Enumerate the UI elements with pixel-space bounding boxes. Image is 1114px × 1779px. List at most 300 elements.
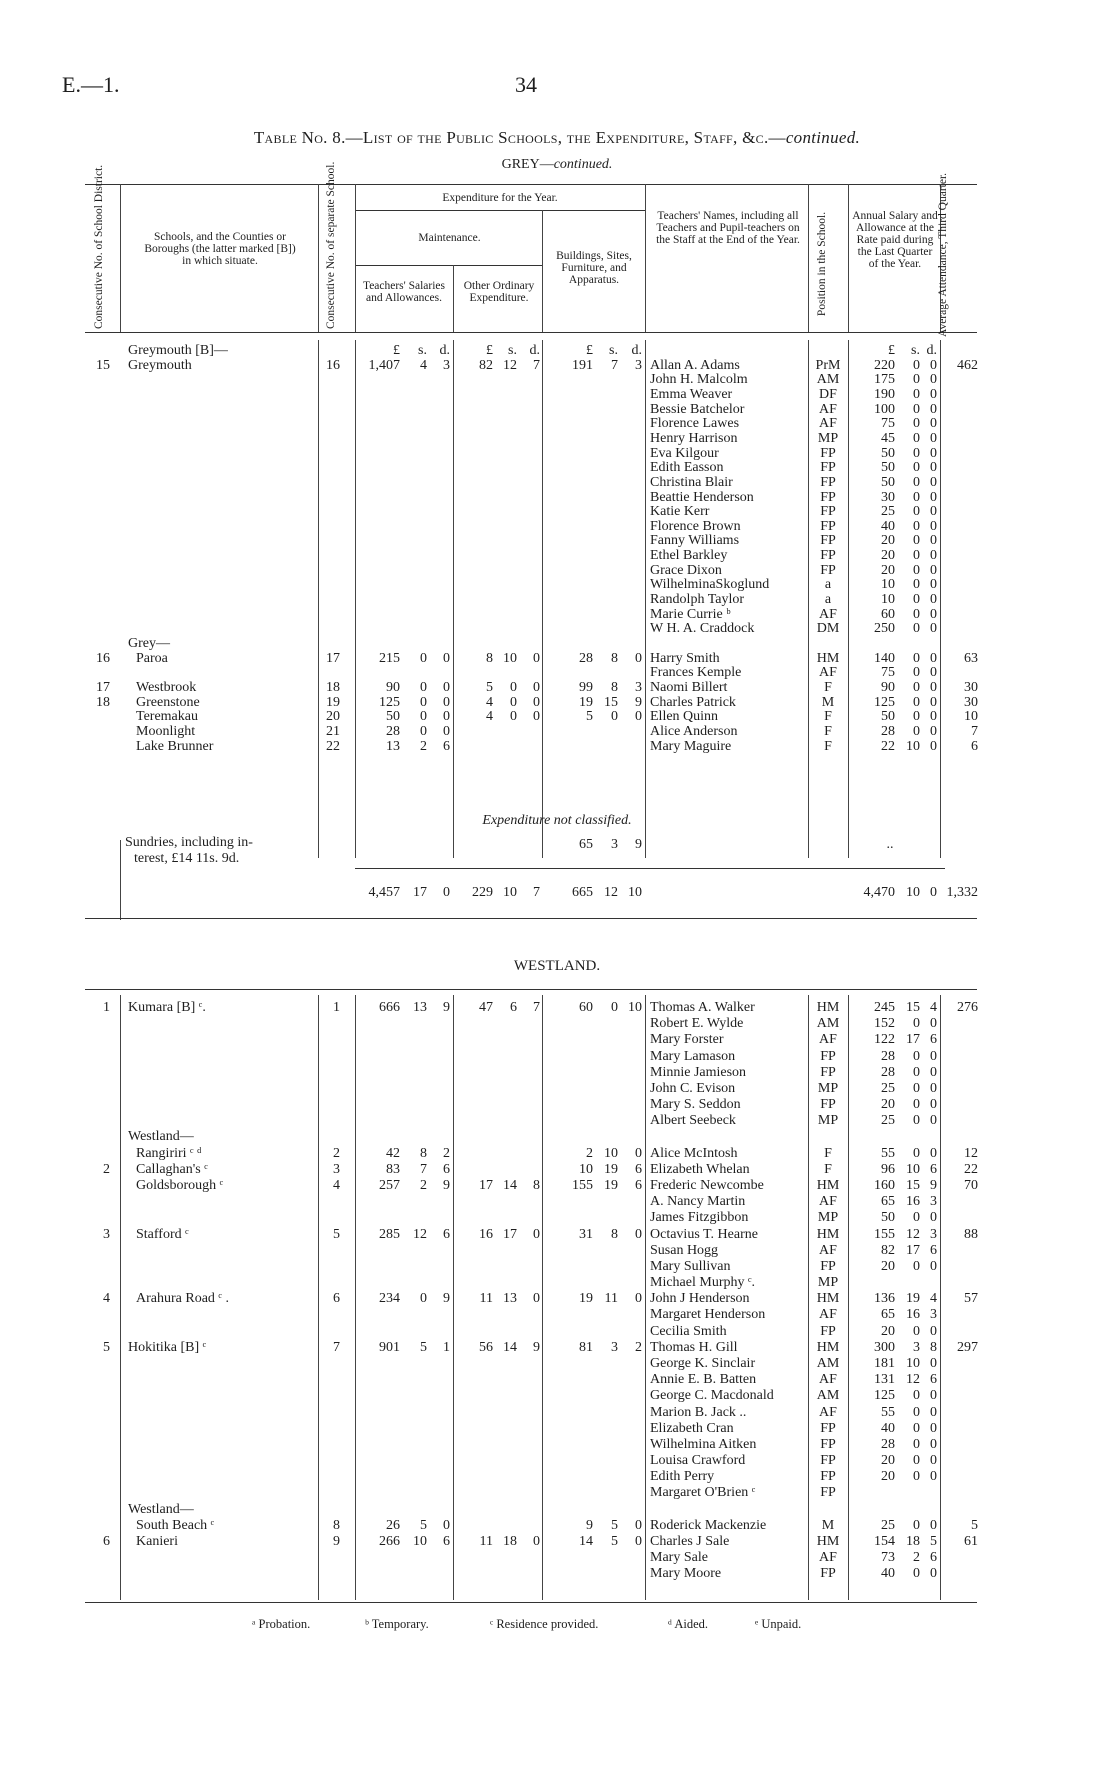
ann-pounds: 220 — [874, 357, 895, 373]
bld-shillings: 5 — [611, 1533, 618, 1549]
school-name: Greymouth [B]— — [128, 343, 228, 358]
position: AM — [816, 1355, 840, 1371]
position: F — [824, 738, 832, 754]
maintenance-rule — [355, 265, 542, 266]
oth-shillings: 6 — [510, 1000, 517, 1015]
total-sal-shillings: 17 — [413, 885, 427, 900]
attendance: 70 — [964, 1177, 978, 1193]
oth-shillings: 0 — [510, 679, 517, 695]
ann-pounds: 175 — [874, 372, 895, 388]
district-no: 2 — [103, 1161, 110, 1177]
sundries-row — [0, 837, 1114, 853]
westland-row — [0, 1065, 1114, 1081]
col-header-buildings: Buildings, Sites, Furniture, and Apparatus. — [556, 250, 632, 286]
westland-row — [0, 1194, 1114, 1210]
oth-shillings: 0 — [510, 694, 517, 710]
school-name: Stafford ᶜ — [136, 1226, 189, 1242]
caption-suffix: continued. — [785, 128, 861, 147]
westland-row — [0, 1405, 1114, 1421]
footnote-probation: ᵃ Probation. — [252, 1617, 311, 1631]
table-caption — [0, 128, 1114, 148]
westland-section-title: WESTLAND. — [513, 958, 601, 974]
ann-pounds: 20 — [881, 1453, 895, 1469]
ann-shillings: 0 — [913, 1436, 920, 1452]
position: AM — [816, 1388, 840, 1404]
bld-pence: 9 — [635, 694, 642, 710]
ann-pounds: 10 — [881, 577, 895, 593]
sal-pounds: 666 — [379, 1000, 400, 1015]
ann-pence: 0 — [930, 1323, 937, 1339]
ann-pence: 3 — [930, 1226, 937, 1242]
ann-shillings: 0 — [913, 445, 920, 461]
westland-row — [0, 1356, 1114, 1372]
footnote-unpaid: ᵉ Unpaid. — [755, 1617, 802, 1631]
ann-shillings: 0 — [913, 723, 920, 739]
ann-pence: 0 — [930, 1566, 937, 1582]
header-top-rule — [85, 184, 977, 185]
ann-pence: 0 — [930, 1355, 937, 1371]
ann-pence: 0 — [930, 474, 937, 490]
grey-row — [0, 739, 1114, 755]
sal-shillings: 8 — [420, 1145, 427, 1161]
sal-pence: 3 — [443, 357, 450, 373]
sal-pounds: 90 — [386, 679, 400, 695]
teacher-name: Elizabeth Whelan — [650, 1161, 750, 1177]
position: FP — [820, 489, 836, 505]
header-divider — [848, 184, 849, 332]
teacher-name: Margaret Henderson — [650, 1307, 766, 1323]
school-name: Westland— — [128, 1501, 194, 1517]
bld-pence: 2 — [635, 1339, 642, 1355]
ann-shillings: 0 — [913, 386, 920, 402]
bld-pounds: 19 — [579, 694, 593, 710]
school-name: Hokitika [B] ᶜ — [128, 1339, 207, 1355]
footnote-temporary: ᵇ Temporary. — [365, 1617, 429, 1631]
ann-pence: 0 — [930, 548, 937, 564]
grey-row — [0, 475, 1114, 491]
teacher-name: Henry Harrison — [650, 430, 738, 446]
ann-pounds: 75 — [881, 665, 895, 681]
position: a — [824, 592, 832, 608]
westland-row — [0, 1081, 1114, 1097]
oth-pence: 8 — [533, 1177, 540, 1193]
ann-shillings: 16 — [906, 1307, 920, 1323]
ann-shillings: 0 — [913, 592, 920, 608]
teacher-name: W H. A. Craddock — [650, 621, 755, 637]
ann-pounds: 55 — [881, 1404, 895, 1420]
ann-shillings: 0 — [913, 679, 920, 695]
position: F — [824, 1145, 832, 1161]
sal-shillings: 13 — [413, 1000, 427, 1015]
attendance: 63 — [964, 650, 978, 666]
ann-shillings: 0 — [913, 1097, 920, 1113]
sal-pounds: 50 — [386, 709, 400, 725]
position: AF — [819, 1550, 837, 1566]
position: FP — [820, 533, 836, 549]
ann-shillings: 0 — [913, 694, 920, 710]
teacher-name: WilhelminaSkoglund — [650, 577, 770, 593]
ann-pence: 0 — [930, 1064, 937, 1080]
oth-pounds: 56 — [479, 1339, 493, 1355]
district-no: 15 — [96, 357, 110, 373]
ann-shillings: 0 — [913, 621, 920, 637]
ann-shillings: 0 — [913, 1420, 920, 1436]
ann-pence: 0 — [930, 372, 937, 388]
sal-pounds: 234 — [379, 1291, 400, 1307]
bld-pence: 0 — [635, 1533, 642, 1549]
sal-pounds: 285 — [379, 1226, 400, 1242]
westland-row — [0, 1469, 1114, 1485]
sundries-label-line2: terest, £14 11s. 9d. — [134, 851, 240, 866]
separate-no: 16 — [326, 357, 340, 373]
teacher-name: Thomas A. Walker — [650, 1000, 755, 1015]
ann-pence: 0 — [930, 621, 937, 637]
teacher-name: Elizabeth Cran — [650, 1420, 734, 1436]
oth-shillings: 13 — [503, 1291, 517, 1307]
ann-pence: 0 — [930, 738, 937, 754]
ann-shillings: 19 — [906, 1291, 920, 1307]
sal-pounds: 13 — [386, 738, 400, 754]
ann-pounds: 75 — [881, 416, 895, 432]
ann-shillings: 15 — [906, 1177, 920, 1193]
ann-pounds: 20 — [881, 548, 895, 564]
ann-pounds: 40 — [881, 518, 895, 534]
bld-pounds: £ — [586, 343, 593, 358]
oth-shillings: 14 — [503, 1339, 517, 1355]
sal-pence: 6 — [443, 1226, 450, 1242]
col-header-annual-salary: Annual Salary and Allowance at the Rate paid during the Last Quarter of the Year. — [852, 210, 938, 270]
grey-row — [0, 577, 1114, 593]
teacher-name: Emma Weaver — [650, 386, 733, 402]
ann-shillings: 0 — [913, 372, 920, 388]
ann-pounds: 20 — [881, 1097, 895, 1113]
ann-pounds: 20 — [881, 533, 895, 549]
attendance: 462 — [957, 357, 978, 373]
ann-pounds: 300 — [874, 1339, 895, 1355]
bld-pence: 0 — [635, 650, 642, 666]
ann-pounds: 140 — [874, 650, 895, 666]
oth-pence: 9 — [533, 1339, 540, 1355]
grey-row — [0, 636, 1114, 652]
header-bottom-rule — [85, 332, 977, 333]
teacher-name: A. Nancy Martin — [650, 1194, 746, 1210]
ann-pounds: 60 — [881, 606, 895, 622]
grey-row — [0, 665, 1114, 681]
school-name: South Beach ᶜ — [136, 1517, 215, 1533]
ann-pounds: 28 — [881, 1064, 895, 1080]
district-no: 16 — [96, 650, 110, 666]
westland-row — [0, 1275, 1114, 1291]
position: AF — [819, 1194, 837, 1210]
westland-row — [0, 1485, 1114, 1501]
separate-no: 18 — [326, 679, 340, 695]
ann-shillings: 12 — [906, 1226, 920, 1242]
ann-pence: 0 — [930, 504, 937, 520]
ann-pence: 4 — [930, 1000, 937, 1015]
school-name: Moonlight — [136, 723, 196, 739]
ann-pence: 0 — [930, 665, 937, 681]
position: AF — [819, 1404, 837, 1420]
ann-pounds: 45 — [881, 430, 895, 446]
ann-pounds: 181 — [874, 1355, 895, 1371]
position: FP — [820, 460, 836, 476]
ann-pence: 0 — [930, 445, 937, 461]
ann-pounds: 50 — [881, 460, 895, 476]
ann-pence: 3 — [930, 1194, 937, 1210]
ann-pounds: 55 — [881, 1145, 895, 1161]
ann-pence: 0 — [930, 386, 937, 402]
position: HM — [816, 650, 840, 666]
ann-pence: 0 — [930, 1210, 937, 1226]
total-bld-shillings: 12 — [604, 885, 618, 900]
position: AF — [819, 665, 837, 681]
attendance: 12 — [964, 1145, 978, 1161]
school-name: Grey— — [128, 636, 170, 651]
grey-row — [0, 709, 1114, 725]
sal-pence: 0 — [443, 679, 450, 695]
position: FP — [820, 1258, 836, 1274]
westland-row — [0, 1032, 1114, 1048]
teacher-name: John H. Malcolm — [650, 372, 748, 388]
header-divider — [645, 184, 646, 332]
ann-pounds: 154 — [874, 1533, 895, 1549]
sal-shillings: 0 — [420, 1291, 427, 1307]
school-name: Greymouth — [128, 357, 192, 373]
teacher-name: Mary Moore — [650, 1566, 722, 1582]
grey-row — [0, 490, 1114, 506]
ann-pence: 0 — [930, 694, 937, 710]
bld-shillings: s. — [609, 343, 618, 358]
grey-row — [0, 372, 1114, 388]
separate-no: 2 — [333, 1145, 340, 1161]
position: F — [824, 709, 832, 725]
westland-row — [0, 1566, 1114, 1582]
sal-pence: 9 — [443, 1177, 450, 1193]
bld-pence: 0 — [635, 1291, 642, 1307]
position: HM — [816, 1533, 840, 1549]
grey-row — [0, 387, 1114, 403]
ann-pounds: 10 — [881, 592, 895, 608]
westland-row — [0, 1534, 1114, 1550]
position: PrM — [815, 357, 841, 373]
ann-shillings: 0 — [913, 416, 920, 432]
teacher-name: George K. Sinclair — [650, 1355, 756, 1371]
position: F — [824, 679, 832, 695]
ann-shillings: 12 — [906, 1372, 920, 1388]
westland-row — [0, 1388, 1114, 1404]
ann-shillings: 0 — [913, 1388, 920, 1404]
ann-pence: 0 — [930, 1436, 937, 1452]
sal-shillings: 7 — [420, 1161, 427, 1177]
teacher-name: Beattie Henderson — [650, 489, 754, 505]
position: AF — [819, 1372, 837, 1388]
oth-shillings: 0 — [510, 709, 517, 725]
position: DM — [816, 621, 840, 637]
position: FP — [820, 1469, 836, 1485]
grey-row — [0, 460, 1114, 476]
position: MP — [817, 430, 839, 446]
oth-pounds: 4 — [486, 694, 493, 710]
ann-shillings: 17 — [906, 1242, 920, 1258]
grey-row — [0, 343, 1114, 359]
ann-shillings: 0 — [913, 650, 920, 666]
grey-row — [0, 724, 1114, 740]
westland-row — [0, 1324, 1114, 1340]
total-sal-pounds: 4,457 — [368, 885, 400, 900]
westland-row — [0, 1016, 1114, 1032]
ann-shillings: 15 — [906, 1000, 920, 1015]
ann-pence: 6 — [930, 1161, 937, 1177]
teacher-name: Ethel Barkley — [650, 548, 728, 564]
teacher-name: Wilhelmina Aitken — [650, 1436, 757, 1452]
ann-shillings: 0 — [913, 1453, 920, 1469]
school-name: Westbrook — [136, 679, 197, 695]
bld-pence: 3 — [635, 357, 642, 373]
position: MP — [817, 1275, 839, 1291]
teacher-name: Fanny Williams — [650, 533, 740, 549]
ann-pounds: 250 — [874, 621, 895, 637]
bld-pounds: 155 — [572, 1177, 593, 1193]
position: FP — [820, 1323, 836, 1339]
ann-pounds: 40 — [881, 1566, 895, 1582]
ann-pounds: 25 — [881, 1080, 895, 1096]
district-no: 3 — [103, 1226, 110, 1242]
col-header-attendance: Average Attendance, Third Quarter. — [937, 172, 949, 337]
ann-pence: 6 — [930, 1550, 937, 1566]
teacher-name: Mary S. Seddon — [650, 1097, 741, 1113]
teacher-name: George C. Macdonald — [650, 1388, 774, 1404]
ann-pounds: 20 — [881, 1469, 895, 1485]
school-name: Goldsborough ᶜ — [136, 1177, 224, 1193]
ann-pence: 0 — [930, 679, 937, 695]
ann-shillings: 0 — [913, 504, 920, 520]
grey-row — [0, 695, 1114, 711]
ann-shillings: 0 — [913, 562, 920, 578]
position: MP — [817, 1080, 839, 1096]
ann-pounds: 136 — [874, 1291, 895, 1307]
westland-row — [0, 1000, 1114, 1016]
oth-pounds: 11 — [479, 1533, 493, 1549]
ann-pounds: 30 — [881, 489, 895, 505]
ann-shillings: 0 — [913, 1016, 920, 1032]
sal-pence: 6 — [443, 1161, 450, 1177]
teacher-name: Alice McIntosh — [650, 1145, 738, 1161]
ann-shillings: s. — [911, 343, 920, 358]
school-name: Kumara [B] ᶜ. — [128, 1000, 206, 1015]
sal-pounds: 257 — [379, 1177, 400, 1193]
bld-shillings: 11 — [604, 1291, 618, 1307]
sal-shillings: 2 — [420, 1177, 427, 1193]
oth-pence: 7 — [533, 1000, 540, 1015]
oth-pounds: 8 — [486, 650, 493, 666]
ann-pounds: 20 — [881, 1323, 895, 1339]
ann-pence: 0 — [930, 577, 937, 593]
total-bld-pounds: 665 — [572, 885, 593, 900]
sal-pence: d. — [439, 343, 450, 358]
ann-pounds: 160 — [874, 1177, 895, 1193]
bld-shillings: 19 — [604, 1177, 618, 1193]
position: AF — [819, 1242, 837, 1258]
bld-shillings: 10 — [604, 1145, 618, 1161]
sal-pence: 0 — [443, 709, 450, 725]
sal-pence: 0 — [443, 694, 450, 710]
teacher-name: Edith Easson — [650, 460, 724, 476]
sal-pounds: £ — [393, 343, 400, 358]
position: AF — [819, 1307, 837, 1323]
sal-pence: 6 — [443, 738, 450, 754]
teacher-name: Mary Maguire — [650, 738, 732, 754]
not-classified-label: Expenditure not classified. — [482, 813, 632, 828]
teacher-name: Marion B. Jack .. — [650, 1404, 747, 1420]
westland-row — [0, 1259, 1114, 1275]
total-oth-shillings: 10 — [503, 885, 517, 900]
ann-shillings: 0 — [913, 1064, 920, 1080]
bld-pence: 0 — [635, 1226, 642, 1242]
grey-end-rule — [85, 918, 977, 919]
col-header-teachers-names: Teachers' Names, including all Teachers and Pupil-teachers on the Staff at the End of the Year. — [656, 210, 800, 246]
ann-pounds: 65 — [881, 1194, 895, 1210]
ann-shillings: 0 — [913, 1113, 920, 1129]
bld-pence: 10 — [628, 1000, 642, 1015]
oth-pence: 0 — [533, 650, 540, 666]
ann-pounds: 96 — [881, 1161, 895, 1177]
ann-shillings: 10 — [906, 1161, 920, 1177]
position: HM — [816, 1291, 840, 1307]
oth-shillings: 10 — [503, 650, 517, 666]
bld-pounds: 19 — [579, 1291, 593, 1307]
position: HM — [816, 1339, 840, 1355]
school-name: Paroa — [136, 650, 168, 666]
sal-shillings: 0 — [420, 723, 427, 739]
bld-pounds: 10 — [579, 1161, 593, 1177]
sal-pounds: 125 — [379, 694, 400, 710]
ann-shillings: 0 — [913, 577, 920, 593]
ann-shillings: 0 — [913, 460, 920, 476]
ann-shillings: 0 — [913, 1566, 920, 1582]
teacher-name: Susan Hogg — [650, 1242, 719, 1258]
header-divider — [318, 184, 319, 332]
ann-pence: 0 — [930, 723, 937, 739]
bld-pence: 0 — [635, 709, 642, 725]
sundries-bld-pounds: 65 — [579, 837, 593, 852]
total-bld-pence: 10 — [628, 885, 642, 900]
oth-shillings: 18 — [503, 1533, 517, 1549]
school-name: Arahura Road ᶜ . — [136, 1291, 229, 1307]
westland-row — [0, 1113, 1114, 1129]
attendance: 88 — [964, 1226, 978, 1242]
ann-shillings: 0 — [913, 1048, 920, 1064]
ann-pounds: 28 — [881, 723, 895, 739]
ann-pounds: 125 — [874, 1388, 895, 1404]
oth-shillings: 14 — [503, 1177, 517, 1193]
ann-pence: 0 — [930, 1404, 937, 1420]
position: AM — [816, 1016, 840, 1032]
teacher-name: Charles J Sale — [650, 1533, 730, 1549]
teacher-name: Michael Murphy ᶜ. — [650, 1275, 756, 1291]
ann-pence: 0 — [930, 533, 937, 549]
ann-pence: 6 — [930, 1032, 937, 1048]
teacher-name: Margaret O'Brien ᶜ — [650, 1485, 756, 1501]
total-ann-shillings: 10 — [906, 885, 920, 900]
teacher-name: Frederic Newcombe — [650, 1177, 764, 1193]
teacher-name: Louisa Crawford — [650, 1453, 746, 1469]
ann-shillings: 0 — [913, 1517, 920, 1533]
position: AF — [819, 606, 837, 622]
position: HM — [816, 1000, 840, 1015]
position: AF — [819, 1032, 837, 1048]
grey-row — [0, 504, 1114, 520]
oth-pence: 0 — [533, 1291, 540, 1307]
